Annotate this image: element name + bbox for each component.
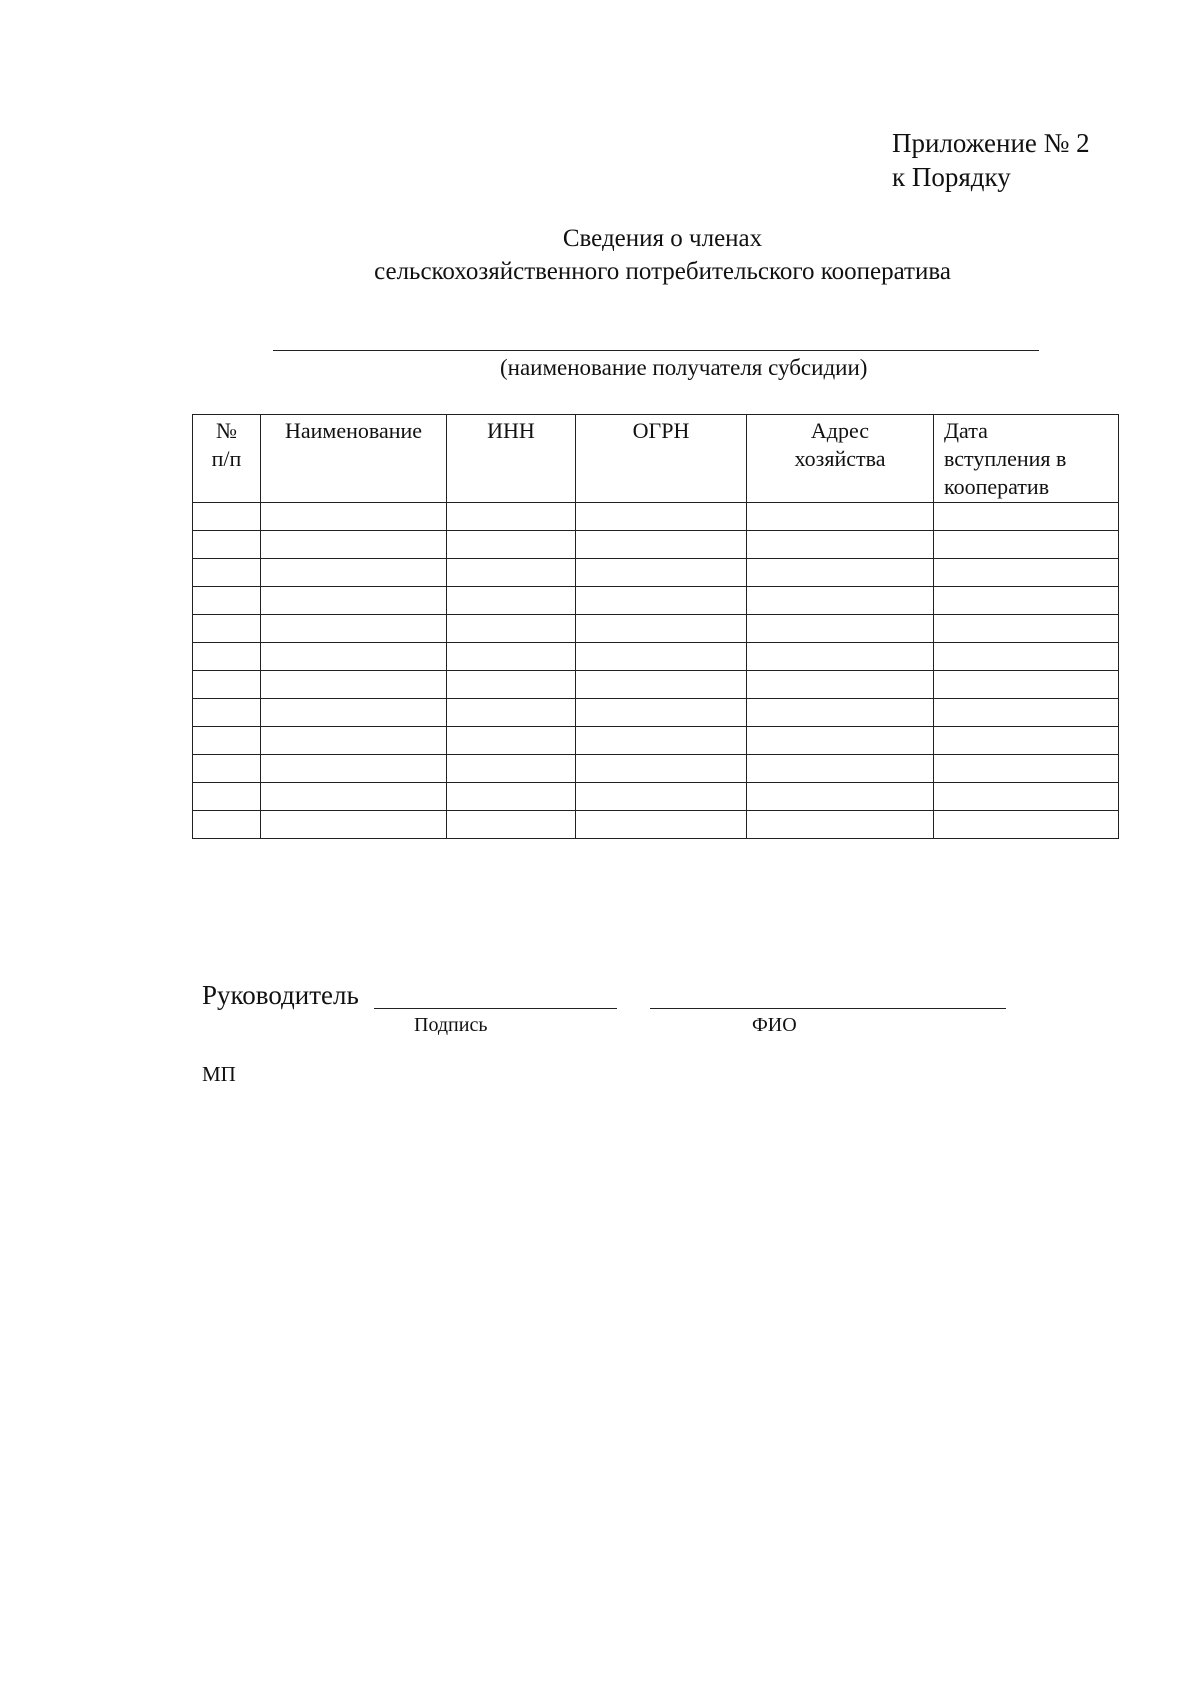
table-cell [193,615,261,643]
table-cell [261,671,447,699]
table-row [193,755,1119,783]
table-cell [576,699,747,727]
table-cell [934,755,1119,783]
table-cell [576,531,747,559]
table-cell [193,587,261,615]
table-row [193,699,1119,727]
table-cell [747,615,934,643]
signature-caption: Подпись [414,1014,488,1036]
table-cell [934,559,1119,587]
table-cell [193,531,261,559]
header-join-date: Дата вступления в кооператив [934,415,1119,503]
table-cell [576,727,747,755]
signature-line [374,1008,617,1009]
table-cell [261,531,447,559]
table-cell [193,559,261,587]
table-cell [576,671,747,699]
table-row [193,503,1119,531]
header-address: Адрес хозяйства [747,415,934,503]
table-cell [576,587,747,615]
table-cell [747,699,934,727]
table-cell [447,643,576,671]
recipient-name-line [273,350,1039,351]
table-cell [934,643,1119,671]
table-cell [193,503,261,531]
full-name-caption: ФИО [752,1014,797,1036]
table-cell [261,559,447,587]
table-row [193,559,1119,587]
table-cell [261,643,447,671]
table-cell [261,811,447,839]
table-cell [934,615,1119,643]
table-cell [261,699,447,727]
header-name: Наименование [261,415,447,503]
table-row [193,727,1119,755]
table-cell [747,559,934,587]
table-cell [747,671,934,699]
table-cell [934,531,1119,559]
members-table [192,414,1119,839]
table-cell [447,503,576,531]
table-cell [261,755,447,783]
table-cell [447,727,576,755]
table-cell [261,783,447,811]
header-inn: ИНН [447,415,576,503]
table-cell [447,755,576,783]
table-cell [193,643,261,671]
document-title-line2: сельскохозяйственного потребительского кооператива [374,258,951,285]
table-cell [747,643,934,671]
header-ogrn: ОГРН [576,415,747,503]
table-cell [193,727,261,755]
table-cell [447,783,576,811]
stamp-placeholder: МП [202,1062,236,1086]
table-cell [934,699,1119,727]
table-cell [934,783,1119,811]
table-cell [747,727,934,755]
table-row [193,643,1119,671]
table-cell [447,811,576,839]
table-cell [747,755,934,783]
table-cell [193,699,261,727]
table-cell [193,811,261,839]
table-cell [447,531,576,559]
table-cell [193,783,261,811]
table-cell [934,503,1119,531]
table-row [193,531,1119,559]
table-cell [261,587,447,615]
table-cell [934,587,1119,615]
full-name-line [650,1008,1006,1009]
table-cell [447,671,576,699]
table-cell [576,643,747,671]
table-cell [747,503,934,531]
table-cell [747,811,934,839]
table-cell [934,671,1119,699]
document-title-line1: Сведения о членах [562,225,763,252]
table-row [193,615,1119,643]
table-cell [934,727,1119,755]
table-row [193,587,1119,615]
table-cell [261,615,447,643]
director-label: Руководитель [202,980,359,1010]
table-row [193,811,1119,839]
appendix-reference [892,126,1090,194]
table-cell [747,531,934,559]
table-cell [447,587,576,615]
table-cell [193,671,261,699]
table-row [193,671,1119,699]
table-cell [747,587,934,615]
table-cell [576,503,747,531]
table-cell [576,811,747,839]
table-header-row [193,415,1119,503]
table-cell [576,615,747,643]
table-cell [576,755,747,783]
table-cell [576,783,747,811]
table-cell [193,755,261,783]
table-cell [447,559,576,587]
table-cell [934,811,1119,839]
table-cell [261,727,447,755]
table-cell [447,615,576,643]
table-cell [576,559,747,587]
table-cell [747,783,934,811]
table-row [193,783,1119,811]
table-cell [261,503,447,531]
appendix-number: Приложение № 2 [892,128,1090,158]
header-number: № п/п [193,415,261,503]
recipient-name-caption: (наименование получателя субсидии) [500,355,868,380]
table-cell [447,699,576,727]
appendix-order: к Порядку [892,162,1011,192]
